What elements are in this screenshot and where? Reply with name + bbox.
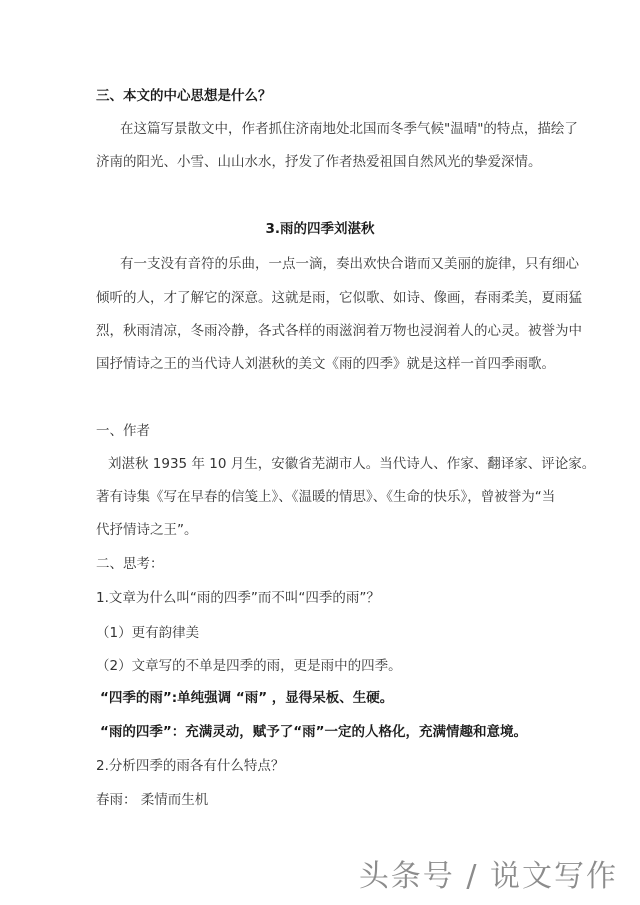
explanation-four-seasons-rain: “四季的雨”:单纯强调 “雨” ，显得呆板、生硬。 xyxy=(100,690,394,706)
author-line: 刘湛秋 1935 年 10 月生，安徽省芜湖市人。当代诗人、作家、翻译家、评论家。 xyxy=(108,456,596,472)
watermark: 头条号 / 说文写作 xyxy=(358,859,618,894)
question-1: 1.文章为什么叫“雨的四季”而不叫“四季的雨”？ xyxy=(96,590,380,606)
lesson-title: 3.雨的四季刘湛秋 xyxy=(265,221,375,237)
author-line: 代抒情诗之王”。 xyxy=(96,522,198,538)
spring-rain-answer: 春雨： 柔情而生机 xyxy=(96,792,209,808)
section3-paragraph-line: 济南的阳光、小雪、山山水水，抒发了作者热爱祖国自然风光的挚爱深情。 xyxy=(96,154,542,170)
intro-line: 有一支没有音符的乐曲，一点一滴，奏出欢快合谐而又美丽的旋律，只有细心 xyxy=(120,256,579,272)
intro-line: 烈，秋雨清凉，冬雨冷静，各式各样的雨滋润着万物也浸润着人的心灵。被誉为中 xyxy=(96,323,582,339)
author-heading: 一、作者 xyxy=(96,423,150,439)
section3-paragraph-line: 在这篇写景散文中，作者抓住济南地处北国而冬季气候"温晴"的特点，描绘了 xyxy=(120,121,578,137)
answer-1: （1）更有韵律美 xyxy=(96,625,200,641)
explanation-rain-four-seasons: “雨的四季”：充满灵动，赋予了“雨”一定的人格化，充满情趣和意境。 xyxy=(100,724,527,740)
intro-line: 倾听的人，才了解它的深意。这就是雨，它似歌、如诗、像画，春雨柔美，夏雨猛 xyxy=(96,290,582,306)
author-line: 著有诗集《写在早春的信笺上》、《温暖的情思》、《生命的快乐》，曾被誉为“当 xyxy=(96,489,556,505)
intro-line: 国抒情诗之王的当代诗人刘湛秋的美文《雨的四季》就是这样一首四季雨歌。 xyxy=(96,356,555,372)
thinking-heading: 二、思考： xyxy=(96,556,164,572)
answer-2: （2）文章写的不单是四季的雨，更是雨中的四季。 xyxy=(96,658,402,674)
question-2: 2.分析四季的雨各有什么特点？ xyxy=(96,758,285,774)
section3-heading: 三、本文的中心思想是什么？ xyxy=(96,88,272,104)
